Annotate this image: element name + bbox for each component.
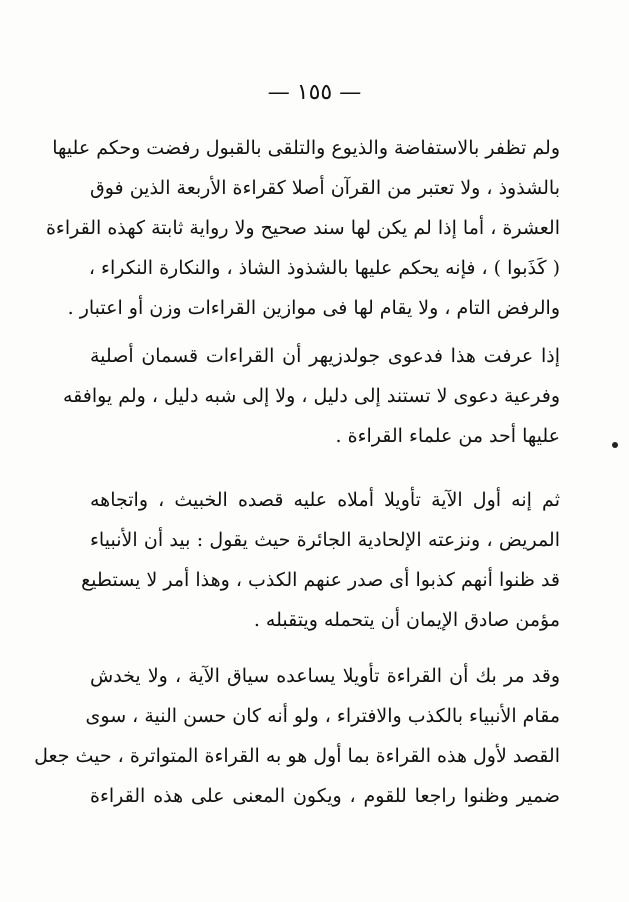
text-line: ضمير وظنوا راجعا للقوم ، ويكون المعنى على هذه القراءة — [90, 785, 561, 807]
text-line: العشرة ، أما إذا لم يكن لها سند صحيح ولا رواية ثابتة كهذه القراءة — [45, 217, 560, 239]
text-line: القصد لأول هذه القراءة بما أول هو به القراءة المتواترة ، حيث جعل — [34, 745, 560, 767]
paragraph-1 — [45, 128, 560, 328]
text-line: بالشذوذ ، ولا تعتبر من القرآن أصلا كقراءة الأربعة الذين فوق — [90, 177, 560, 199]
paragraph-4 — [34, 656, 561, 816]
text-line: مقام الأنبياء بالكذب والافتراء ، ولو أنه كان حسن النية ، سوى — [85, 705, 560, 727]
text-line: وقد مر بك أن القراءة تأويلا يساعده سياق الآية ، ولا يخدش — [90, 665, 560, 687]
text-line: ولم تظفر بالاستفاضة والذيوع والتلقى بالقبول رفضت وحكم عليها — [52, 137, 560, 159]
text-line: المريض ، ونزعته الإلحادية الجائرة حيث يقول : بيد أن الأنبياء — [90, 529, 560, 551]
scan-speck — [612, 442, 618, 448]
text-line: قد ظنوا أنهم كذبوا أى صدر عنهم الكذب ، وهذا أمر لا يستطيع — [81, 569, 560, 591]
paragraph-3 — [81, 480, 560, 640]
text-line: والرفض التام ، ولا يقام لها فى موازين القراءات وزن أو اعتبار . — [67, 297, 560, 319]
text-line: إذا عرفت هذا فدعوى جولدزيهر أن القراءات قسمان أصلية — [90, 345, 560, 367]
page-number: — ١٥٥ — — [267, 80, 362, 105]
text-line: وفرعية دعوى لا تستند إلى دليل ، ولا إلى شبه دليل ، ولم يوافقه — [62, 385, 560, 407]
text-line: ثم إنه أول الآية تأويلا أملاه عليه قصده الخبيث ، واتجاهه — [90, 489, 560, 511]
text-line: ( كَذَبوا ) ، فإنه يحكم عليها بالشذوذ الشاذ ، والنكارة النكراء ، — [88, 257, 560, 279]
paragraph-2 — [62, 336, 560, 456]
text-line: عليها أحد من علماء القراءة . — [335, 425, 560, 447]
text-line: مؤمن صادق الإيمان أن يتحمله ويتقبله . — [253, 609, 560, 631]
